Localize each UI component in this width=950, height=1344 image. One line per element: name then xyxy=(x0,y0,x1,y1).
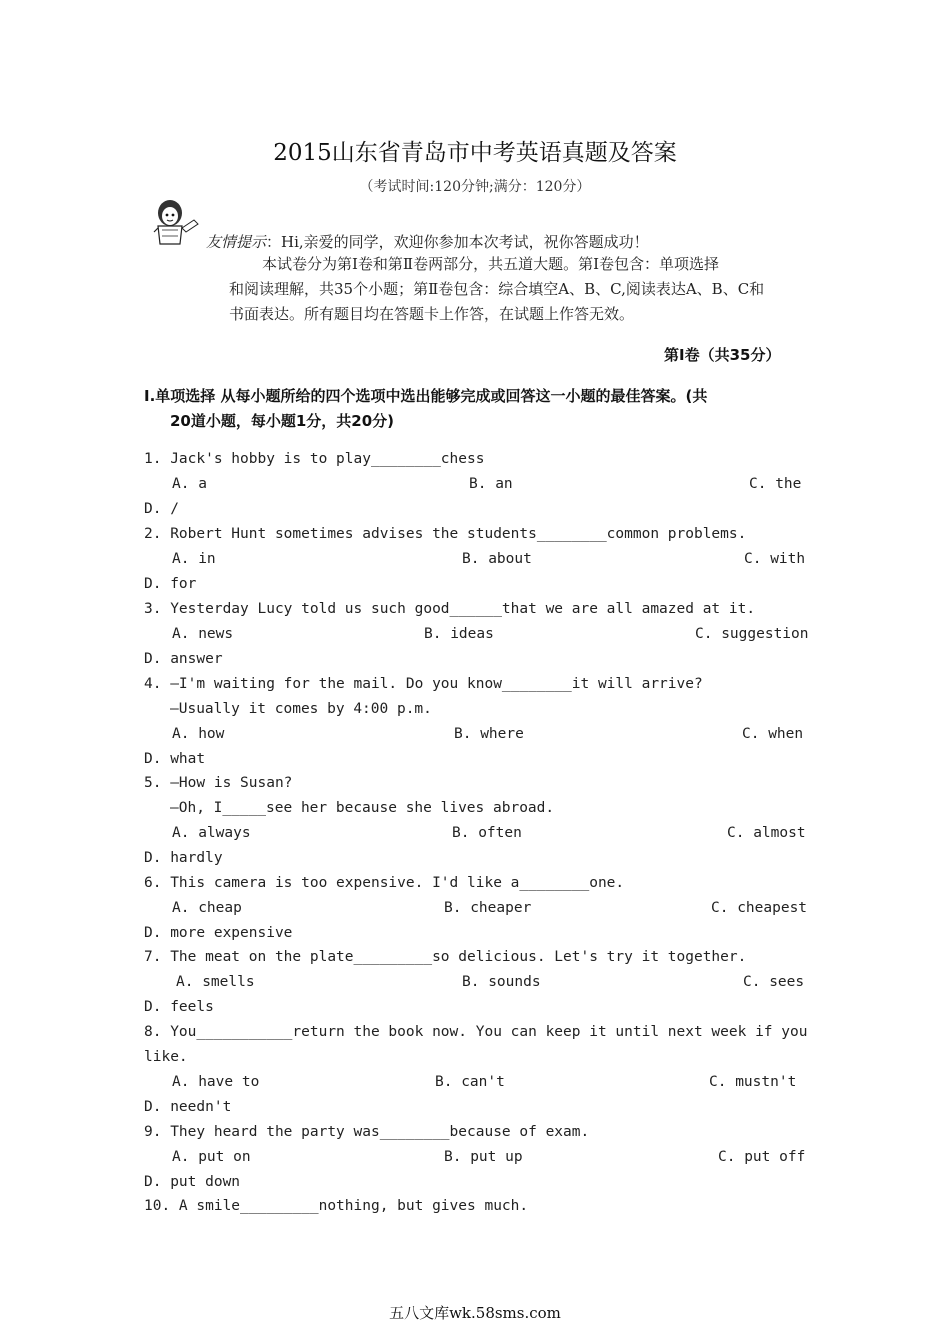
question-3-option-a: A. news xyxy=(172,626,234,642)
mascot-illustration xyxy=(146,196,204,248)
question-1-option-a: A. a xyxy=(172,476,207,492)
question-3-option-b: B. ideas xyxy=(424,626,494,642)
question-1-stem: 1. Jack's hobby is to play________chess xyxy=(144,451,485,467)
question-9-option-d: D. put down xyxy=(144,1174,241,1190)
friendly-tip xyxy=(206,231,649,252)
question-6-option-d: D. more expensive xyxy=(144,925,293,941)
question-7-option-c: C. sees xyxy=(743,974,805,990)
question-2-option-b: B. about xyxy=(462,551,532,567)
question-5-option-c: C. almost xyxy=(727,825,806,841)
question-4-option-a: A. how xyxy=(172,726,225,742)
tip-label: 友情提示 xyxy=(206,233,267,251)
question-7-option-a: A. smells xyxy=(176,974,255,990)
question-5-option-b: B. often xyxy=(452,825,522,841)
intro-line-2: 和阅读理解，共35个小题；第Ⅱ卷包含：综合填空A、B、C,阅读表达A、B、C和 xyxy=(229,280,765,298)
question-8-stem: 8. You___________return the book now. You can keep it until next week if you xyxy=(144,1024,808,1040)
question-1-option-d: D. / xyxy=(144,501,179,517)
question-9-option-c: C. put off xyxy=(718,1149,806,1165)
question-3-option-c: C. suggestion xyxy=(695,626,809,642)
question-3-stem: 3. Yesterday Lucy told us such good______that we are all amazed at it. xyxy=(144,601,756,617)
footer-watermark: 五八文库wk.58sms.com xyxy=(389,1304,561,1322)
question-2-stem: 2. Robert Hunt sometimes advises the students________common problems. xyxy=(144,526,747,542)
question-4-stem: 4. —I'm waiting for the mail. Do you know________it will arrive? xyxy=(144,676,703,692)
question-3-option-d: D. answer xyxy=(144,651,223,667)
part-title-line-1: Ⅰ.单项选择 从每小题所给的四个选项中选出能够完成或回答这一小题的最佳答案。(共 xyxy=(144,387,708,405)
question-2-option-a: A. in xyxy=(172,551,216,567)
question-4-option-d: D. what xyxy=(144,751,206,767)
question-8-stem-cont: like. xyxy=(144,1049,188,1065)
question-2-option-d: D. for xyxy=(144,576,197,592)
question-5-stem-reply: —Oh, I_____see her because she lives abroad. xyxy=(170,800,555,816)
question-9-stem: 9. They heard the party was________because of exam. xyxy=(144,1124,590,1140)
question-10-stem: 10. A smile_________nothing, but gives much. xyxy=(144,1198,529,1214)
question-7-option-b: B. sounds xyxy=(462,974,541,990)
question-6-option-c: C. cheapest xyxy=(711,900,808,916)
question-7-option-d: D. feels xyxy=(144,999,214,1015)
question-5-option-a: A. always xyxy=(172,825,251,841)
question-5-option-d: D. hardly xyxy=(144,850,223,866)
question-8-option-c: C. mustn't xyxy=(709,1074,797,1090)
tip-text: ：Hi,亲爱的同学，欢迎你参加本次考试，祝你答题成功！ xyxy=(266,233,649,251)
question-9-option-a: A. put on xyxy=(172,1149,251,1165)
question-8-option-a: A. have to xyxy=(172,1074,260,1090)
section-header: 第Ⅰ卷（共35分） xyxy=(664,346,781,364)
question-8-option-d: D. needn't xyxy=(144,1099,232,1115)
question-4-stem-reply: —Usually it comes by 4:00 p.m. xyxy=(170,701,432,717)
part-title-line-2: 20道小题，每小题1分，共20分) xyxy=(170,412,395,430)
question-4-option-c: C. when xyxy=(742,726,804,742)
intro-line-1: 本试卷分为第Ⅰ卷和第Ⅱ卷两部分，共五道大题。第Ⅰ卷包含：单项选择 xyxy=(262,255,720,273)
question-1-option-b: B. an xyxy=(469,476,513,492)
question-9-option-b: B. put up xyxy=(444,1149,523,1165)
question-6-option-a: A. cheap xyxy=(172,900,242,916)
intro-line-3: 书面表达。所有题目均在答题卡上作答，在试题上作答无效。 xyxy=(229,305,635,323)
question-1-option-c: C. the xyxy=(749,476,802,492)
exam-info: （考试时间:120分钟;满分：120分） xyxy=(359,179,591,195)
question-2-option-c: C. with xyxy=(744,551,806,567)
question-5-stem: 5. —How is Susan? xyxy=(144,775,293,791)
question-6-stem: 6. This camera is too expensive. I'd like a________one. xyxy=(144,875,625,891)
question-8-option-b: B. can't xyxy=(435,1074,505,1090)
question-7-stem: 7. The meat on the plate_________so delicious. Let's try it together. xyxy=(144,949,747,965)
question-4-option-b: B. where xyxy=(454,726,524,742)
page-title: 2015山东省青岛市中考英语真题及答案 xyxy=(273,140,677,166)
question-6-option-b: B. cheaper xyxy=(444,900,532,916)
